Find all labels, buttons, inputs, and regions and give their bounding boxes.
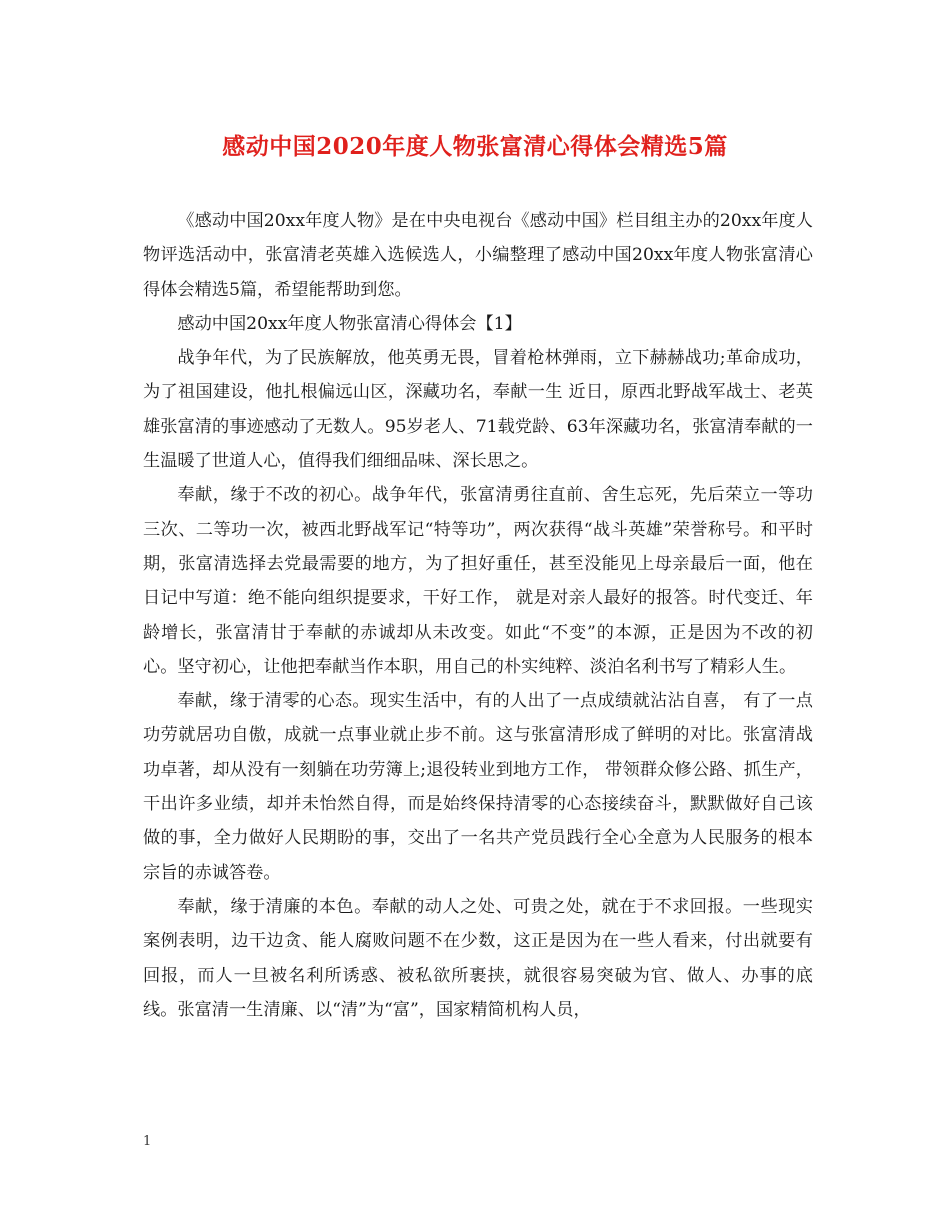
body-paragraph: 奉献，缘于不改的初心。战争年代，张富清勇往直前、舍生忘死，先后荣立一等功三次、二等功一次，被西北野战军记“特等功”，两次获得“战斗英雄”荣誉称号。和平时期，张富清选择去党最需要的地方，为了担好重任，甚至没能见上母亲最后一面，他在日记中写道：绝不能向组织提要求，干好工作， 就是对亲人最好的报答。时代变迁、年龄增长，张富清甘于奉献的赤诚却从未改变。如此“不变”的本源，正是因为不改的初心。坚守初心，让他把奉献当作本职，用自己的朴实纯粹、淡泊名利书写了精彩人生。	[143, 485, 813, 677]
section-heading: 感动中国20xx年度人物张富清心得体会【1】	[177, 313, 522, 334]
document-body	[143, 204, 813, 1027]
body-paragraph: 战争年代，为了民族解放，他英勇无畏，冒着枪林弹雨，立下赫赫战功;革命成功，为了祖国建设，他扎根偏远山区，深藏功名，奉献一生 近日，原西北野战军战士、老英雄张富清的事迹感动了无数人。95岁老人、71载党龄、63年深藏功名，张富清奉献的一生温暖了世道人心，值得我们细细品味、深长思之。	[143, 348, 813, 472]
page-number: 1	[143, 1134, 152, 1149]
intro-paragraph: 《感动中国20xx年度人物》是在中央电视台《感动中国》栏目组主办的20xx年度人物评选活动中，张富清老英雄入选候选人，小编整理了感动中国20xx年度人物张富清心得体会精选5篇，希望能帮助到您。	[143, 211, 813, 300]
body-paragraph: 奉献，缘于清廉的本色。奉献的动人之处、可贵之处，就在于不求回报。一些现实案例表明，边干边贪、能人腐败问题不在少数，这正是因为在一些人看来，付出就要有回报，而人一旦被名利所诱惑、被私欲所裹挟，就很容易突破为官、做人、办事的底线。张富清一生清廉、以“清”为“富”，国家精简机构人员，	[143, 896, 813, 1020]
document-title: 感动中国2020年度人物张富清心得体会精选5篇	[222, 133, 728, 160]
body-paragraph: 奉献，缘于清零的心态。现实生活中，有的人出了一点成绩就沾沾自喜， 有了一点功劳就居功自傲，成就一点事业就止步不前。这与张富清形成了鲜明的对比。张富清战功卓著，却从没有一刻躺在功劳簿上;退役转业到地方工作， 带领群众修公路、抓生产，干出许多业绩，却并未怡然自得，而是始终保持清零的心态接续奋斗，默默做好自己该做的事，全力做好人民期盼的事，交出了一名共产党员践行全心全意为人民服务的根本宗旨的赤诚答卷。	[143, 691, 813, 883]
